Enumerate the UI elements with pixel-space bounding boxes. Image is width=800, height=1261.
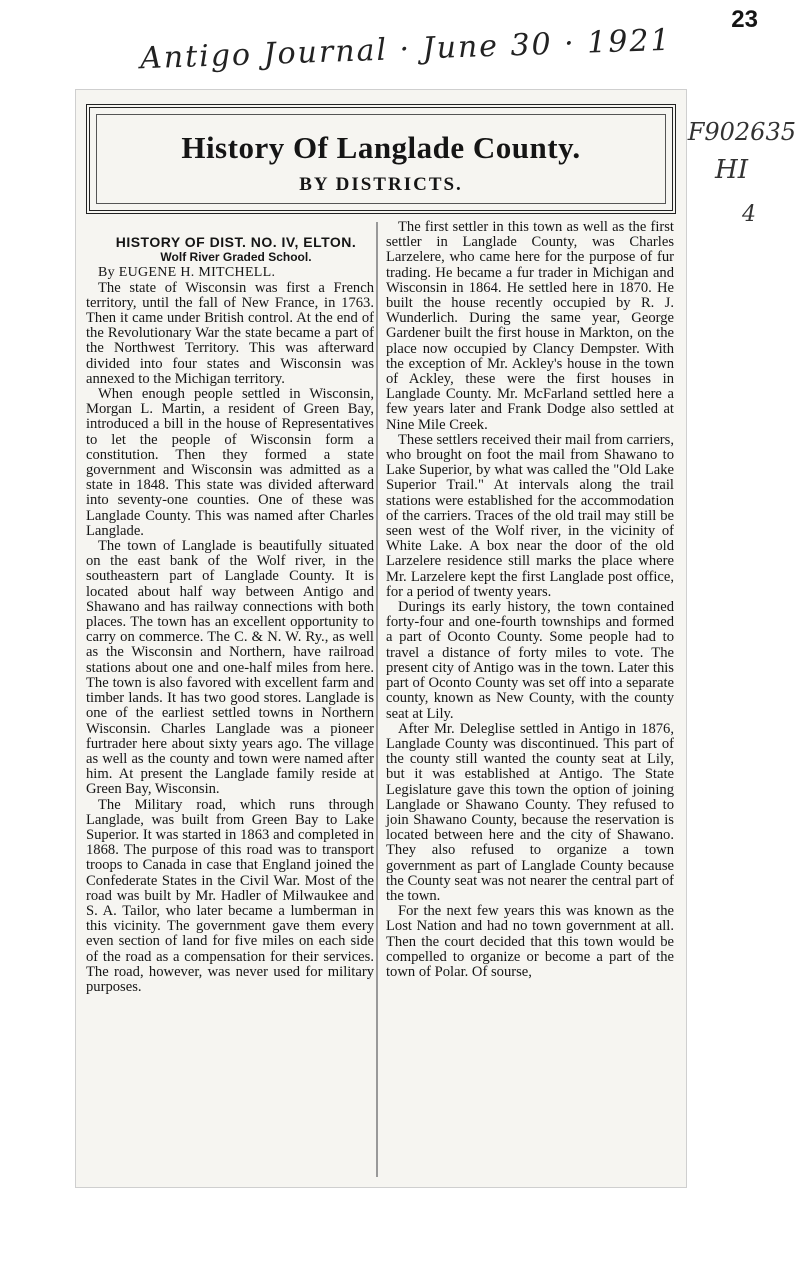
paragraph: These settlers received their mail from carriers, who brought on foot the mail from Shawano to Lake Superior, by what was called the "Old Lake Superior Trail." At intervals along the trail stations were established for the accommodation of the carriers. Traces of the old trail may still be seen west of the Wolf river, in the vicinity of White Lake. A box near the door of the old Larzelere residence still marks the place where Mr. Larzelere kept the first Langlade post office, for a period of twenty years. — [386, 431, 674, 600]
paragraph: The state of Wisconsin was first a French territory, until the fall of New France, in 1763. Then it came under British control. At the end of the Revolutionary War the state became a part of the Northwest Territory. This was afterward divided into four states and Wisconsin was annexed to the Michigan territory. — [86, 279, 374, 387]
article-byline: By EUGENE H. MITCHELL. — [98, 265, 276, 281]
paragraph: After Mr. Deleglise settled in Antigo in 1876, Langlade County was discontinued. This part of the county still wanted the county seat at Lily, but it was established at Antigo. The State Legislature gave this town the option of joining Langlade or Shawano County. They refused to join Shawano County, because the reservation is located between here and the city of Shawano. They also refused to organize a town government as part of Langlade County because the County seat was not nearer the central part of the town. — [386, 720, 674, 904]
paragraph: The Military road, which runs through Langlade, was built from Green Bay to Lake Superior. It was started in 1863 and completed in 1868. The purpose of this road was to transport troops to Canada in case that England joined the Confederate States in the Civil War. Most of the road was built by Mr. Hadler of Milwaukee and S. A. Tailor, who later became a lumberman in this vicinity. The government gave them every even section of land for five miles on each side of the road as a compensation for their services. The road, however, was never used for military purposes. — [86, 796, 374, 995]
page-number: 23 — [731, 6, 758, 33]
article-headline: HISTORY OF DIST. NO. IV, ELTON. — [115, 234, 357, 250]
margin-catalog-code: F902635 — [687, 118, 796, 146]
newspaper-clipping — [76, 90, 686, 1187]
right-column — [386, 220, 674, 980]
paragraph: When enough people settled in Wisconsin, Morgan L. Martin, a resident of Green Bay, introduced a bill in the house of Representatives to let the people of Wisconsin form a constitution. Then they formed a state government and Wisconsin was admitted as a state in 1848. This state was divided afterward into seventy-one counties. One of these was Langlade County. This was named after Charles Langlade. — [86, 386, 374, 539]
margin-code-number: 4 — [742, 202, 756, 227]
banner-title: History Of Langlade County. — [181, 130, 581, 165]
column-divider — [376, 222, 378, 1177]
paragraph: The first settler in this town as well as the first settler in Langlade County, was Charles Larzelere, who came here for the purpose of fur trading. He became a fur trader in Michigan and Wisconsin in 1864. He settled here in 1870. He built the house recently occupied by R. J. Wunderlich. During the same year, George Gardener built the first house in Markton, on the place now occupied by Clancy Dempster. With the exception of Mr. Ackley's house in the town of Ackley, these were the first houses in Langlade County. Mr. McFarland settled here a few years later and Frank Dodge also settled at Nine Mile Creek. — [386, 219, 674, 433]
left-column — [86, 235, 374, 995]
banner-subtitle: BY DISTRICTS. — [299, 174, 463, 195]
margin-code-hi: HI — [715, 155, 748, 185]
paragraph: The town of Langlade is beautifully situated on the east bank of the Wolf river, in the southeastern part of Langlade County. It is located about half way between Antigo and Shawano and has railway connections with both places. The town has an excellent opportunity to carry on commerce. The C. & N. W. Ry., as well as the Wisconsin and Northern, have railroad stations about one and one-half miles from here. The town is also favored with excellent farm and timber lands. It has two good stores. Langlade is one of the earliest settled towns in Northern Wisconsin. Charles Langlade was a pioneer furtrader here about sixty years ago. The village as well as the county and town were named after him. At present the Langlade family reside at Green Bay, Wisconsin. — [86, 538, 374, 798]
handwritten-source-note: Antigo Journal · June 30 · 1921 — [139, 22, 673, 77]
paragraph: For the next few years this was known as the Lost Nation and had no town government at all. Then the court decided that this town would be compelled to organize or become a part of the town of Polar. Of sourse, — [386, 903, 674, 980]
paragraph: Durings its early history, the town contained forty-four and one-fourth townships and formed a part of Oconto County. Some people had to travel a distance of forty miles to vote. The present city of Antigo was in the town. Later this part of Oconto County was set off into a separate county, known as New County, with the county seat at Lily. — [386, 599, 674, 722]
article-banner — [86, 104, 676, 214]
article-subhead: Wolf River Graded School. — [160, 250, 312, 265]
